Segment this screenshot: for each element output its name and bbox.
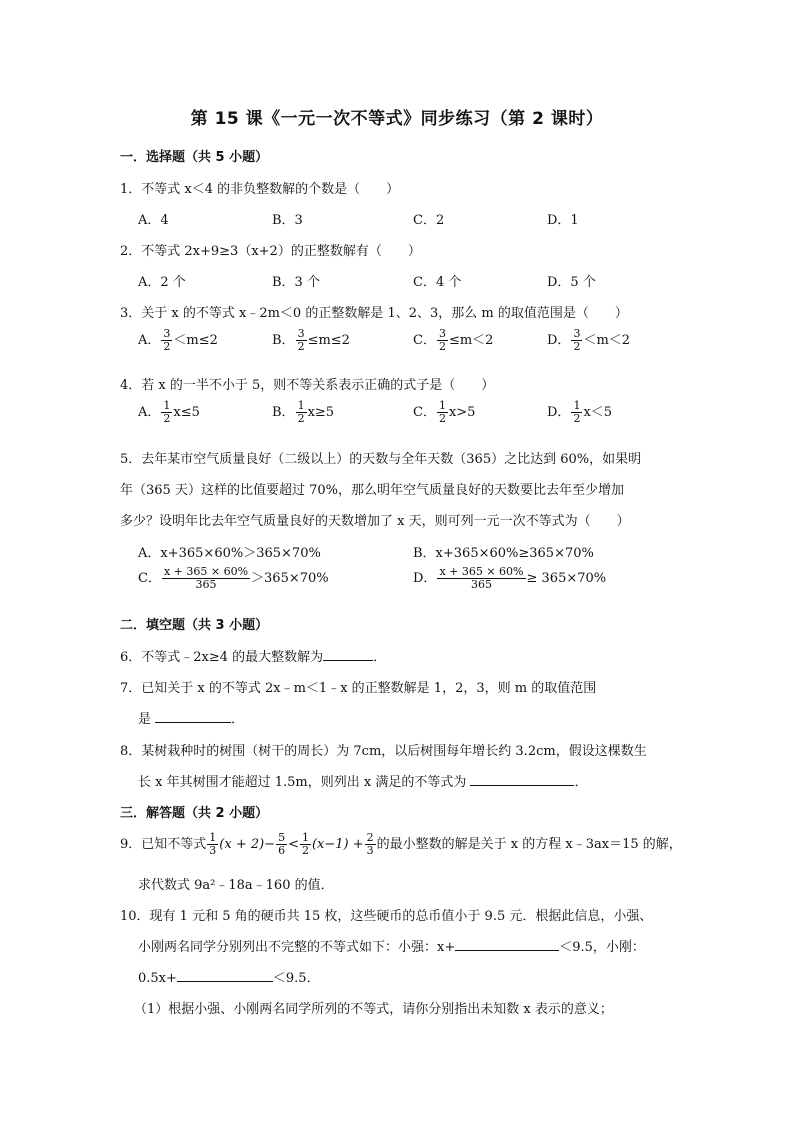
q2-option-a[interactable]: A．2 个 [138, 275, 186, 290]
q4-option-a[interactable] [138, 400, 200, 425]
math-expression: (x−1) + [311, 837, 364, 852]
fraction-denominator: 365 [470, 578, 492, 591]
fraction-numerator: x + 365 × 60% [163, 565, 249, 578]
question-6-text: 6．不等式﹣2x≥4 的最大整数解为 [120, 650, 324, 665]
question-10-line-2 [138, 936, 645, 955]
option-label: C． [413, 333, 436, 348]
q2-option-d[interactable]: D．5 个 [547, 275, 596, 290]
sentence-end: ． [373, 650, 387, 665]
option-expression: x≤5 [173, 405, 200, 420]
q5-option-d[interactable] [413, 566, 606, 591]
fraction-denominator: 2 [297, 412, 305, 425]
q3-option-b[interactable] [272, 328, 350, 353]
option-label: D． [413, 571, 437, 586]
fraction [207, 832, 218, 857]
question-8-line-2 [138, 771, 587, 790]
fraction [437, 566, 525, 591]
fraction-denominator: 2 [573, 340, 581, 353]
fraction-numerator: 2 [366, 831, 374, 844]
option-label: D． [547, 405, 571, 420]
fraction-numerator: x + 365 × 60% [439, 565, 524, 578]
option-label: B． [272, 405, 295, 420]
option-expression: ≤m≤2 [307, 333, 350, 348]
question-5-line-2: 年（365 天）这样的比值要超过 70%，那么明年空气质量良好的天数要比去年至少增加 [120, 483, 624, 498]
question-8-text: 长 x 年其树围才能超过 1.5m，则列出 x 满足的不等式为 [138, 775, 467, 790]
fraction [162, 566, 250, 591]
answer-blank[interactable] [177, 969, 273, 982]
fraction-denominator: 2 [163, 340, 171, 353]
fraction-denominator: 365 [195, 578, 217, 591]
fraction-denominator: 2 [438, 340, 446, 353]
answer-blank[interactable] [323, 648, 373, 661]
q5-option-a[interactable]: A．x+365×60%＞365×70% [138, 546, 321, 561]
question-1-text: 1．不等式 x＜4 的非负整数解的个数是（ ） [120, 182, 400, 197]
fraction [437, 400, 448, 425]
fraction-denominator: 2 [438, 412, 446, 425]
fraction-numerator: 3 [163, 327, 171, 340]
question-5-line-1: 5．去年某市空气质量良好（二级以上）的天数与全年天数（365）之比达到 60%，如果明 [120, 452, 642, 467]
option-expression: ＜m≤2 [173, 333, 218, 348]
fraction-denominator: 3 [209, 844, 217, 857]
question-9-text: 9．已知不等式 [120, 837, 207, 852]
fraction-numerator: 5 [278, 831, 286, 844]
question-10-text: ＜9.5． [272, 971, 320, 986]
q5-option-c[interactable] [138, 566, 329, 591]
q1-option-c[interactable]: C．2 [413, 213, 445, 228]
question-10-line-1: 10．现有 1 元和 5 角的硬币共 15 枚，这些硬币的总币值小于 9.5 元．根据此信息，小强、 [120, 909, 653, 924]
question-7-text: 是 [138, 712, 152, 727]
fraction-denominator: 6 [278, 844, 286, 857]
fraction [300, 832, 311, 857]
option-label: A． [138, 405, 161, 420]
answer-blank[interactable] [470, 773, 574, 786]
section-heading-choice: 一．选择题（共 5 小题） [120, 150, 269, 165]
answer-blank[interactable] [455, 938, 559, 951]
q2-option-c[interactable]: C．4 个 [413, 275, 462, 290]
question-3-text: 3．关于 x 的不等式 x﹣2m＜0 的正整数解是 1、2、3，那么 m 的取值范围是（ ） [120, 306, 628, 321]
option-expression: x＜5 [583, 405, 613, 420]
math-expression: < [288, 837, 299, 852]
sentence-end: ． [574, 775, 588, 790]
question-5-line-3: 多少？设明年比去年空气质量良好的天数增加了 x 天，则可列一元一次不等式为（ ） [120, 514, 630, 529]
option-label: C． [413, 405, 436, 420]
question-7-line-1: 7．已知关于 x 的不等式 2x﹣m＜1﹣x 的正整数解是 1，2，3，则 m 的取值范围 [120, 681, 597, 696]
option-expression: ≥ 365×70% [526, 571, 607, 586]
fraction [437, 328, 448, 353]
question-10-text: ＜9.5，小刚： [559, 940, 645, 955]
question-7-line-2 [138, 708, 244, 727]
question-10-line-3 [138, 967, 320, 986]
fraction [296, 400, 307, 425]
question-4-text: 4．若 x 的一半不小于 5，则不等关系表示正确的式子是（ ） [120, 378, 495, 393]
fraction-denominator: 2 [301, 844, 309, 857]
fraction [161, 328, 172, 353]
fraction-denominator: 2 [163, 412, 171, 425]
q4-option-c[interactable] [413, 400, 475, 425]
fraction [571, 328, 582, 353]
q5-option-b[interactable]: B．x+365×60%≥365×70% [413, 546, 594, 561]
q3-option-d[interactable] [547, 328, 630, 353]
q2-option-b[interactable]: B．3 个 [272, 275, 320, 290]
option-expression: x≥5 [307, 405, 335, 420]
question-10-sub-1: （1）根据小强、小刚两名同学所列的不等式，请你分别指出未知数 x 表示的意义； [134, 1002, 613, 1017]
answer-blank[interactable] [155, 710, 231, 723]
section-heading-answer: 三．解答题（共 2 小题） [120, 806, 269, 821]
math-expression: (x + 2)− [219, 837, 276, 852]
fraction [296, 328, 307, 353]
fraction-numerator: 3 [438, 327, 446, 340]
q3-option-c[interactable] [413, 328, 493, 353]
question-10-text: 小刚两名同学分别列出不完整的不等式如下：小强：x+ [138, 940, 456, 955]
fraction-denominator: 2 [297, 340, 305, 353]
q1-option-d[interactable]: D．1 [547, 213, 579, 228]
question-9-line-1 [120, 832, 682, 857]
fraction-numerator: 3 [573, 327, 581, 340]
question-9-text-end: 的最小整数的解是关于 x 的方程 x﹣3ax＝15 的解， [376, 837, 682, 852]
option-label: D． [547, 333, 571, 348]
fraction [365, 832, 376, 857]
question-6 [120, 646, 386, 665]
page-title: 第 15 课《一元一次不等式》同步练习（第 2 课时） [190, 109, 604, 129]
fraction [571, 400, 582, 425]
q4-option-b[interactable] [272, 400, 334, 425]
fraction-numerator: 1 [209, 831, 217, 844]
q3-option-a[interactable] [138, 328, 218, 353]
fraction [161, 400, 172, 425]
fraction-numerator: 3 [297, 327, 305, 340]
fraction-denominator: 3 [366, 844, 374, 857]
option-expression: x>5 [448, 405, 476, 420]
fraction [276, 832, 287, 857]
option-label: A． [138, 333, 161, 348]
option-expression: ＜m＜2 [583, 333, 631, 348]
fraction-numerator: 1 [438, 399, 446, 412]
question-8-line-1: 8．某树栽种时的树围（树干的周长）为 7cm，以后树围每年增长约 3.2cm，假设这棵数生 [120, 744, 647, 759]
option-label: B． [272, 333, 295, 348]
fraction-numerator: 1 [297, 399, 305, 412]
fraction-denominator: 2 [573, 412, 581, 425]
sentence-end: ． [231, 712, 245, 727]
q1-option-b[interactable]: B．3 [272, 213, 303, 228]
q4-option-d[interactable] [547, 400, 612, 425]
option-expression: ≤m＜2 [448, 333, 494, 348]
question-10-text: 0.5x+ [138, 971, 177, 986]
q1-option-a[interactable]: A．4 [138, 213, 169, 228]
fraction-numerator: 1 [573, 399, 581, 412]
question-2-text: 2．不等式 2x+9≥3（x+2）的正整数解有（ ） [120, 244, 421, 259]
question-9-line-2: 求代数式 9a²﹣18a﹣160 的值． [138, 878, 334, 893]
option-label: C． [138, 571, 161, 586]
fraction-numerator: 1 [301, 831, 309, 844]
fraction-numerator: 1 [163, 399, 171, 412]
option-expression: ＞365×70% [251, 571, 329, 586]
section-heading-fill-in: 二．填空题（共 3 小题） [120, 618, 269, 633]
